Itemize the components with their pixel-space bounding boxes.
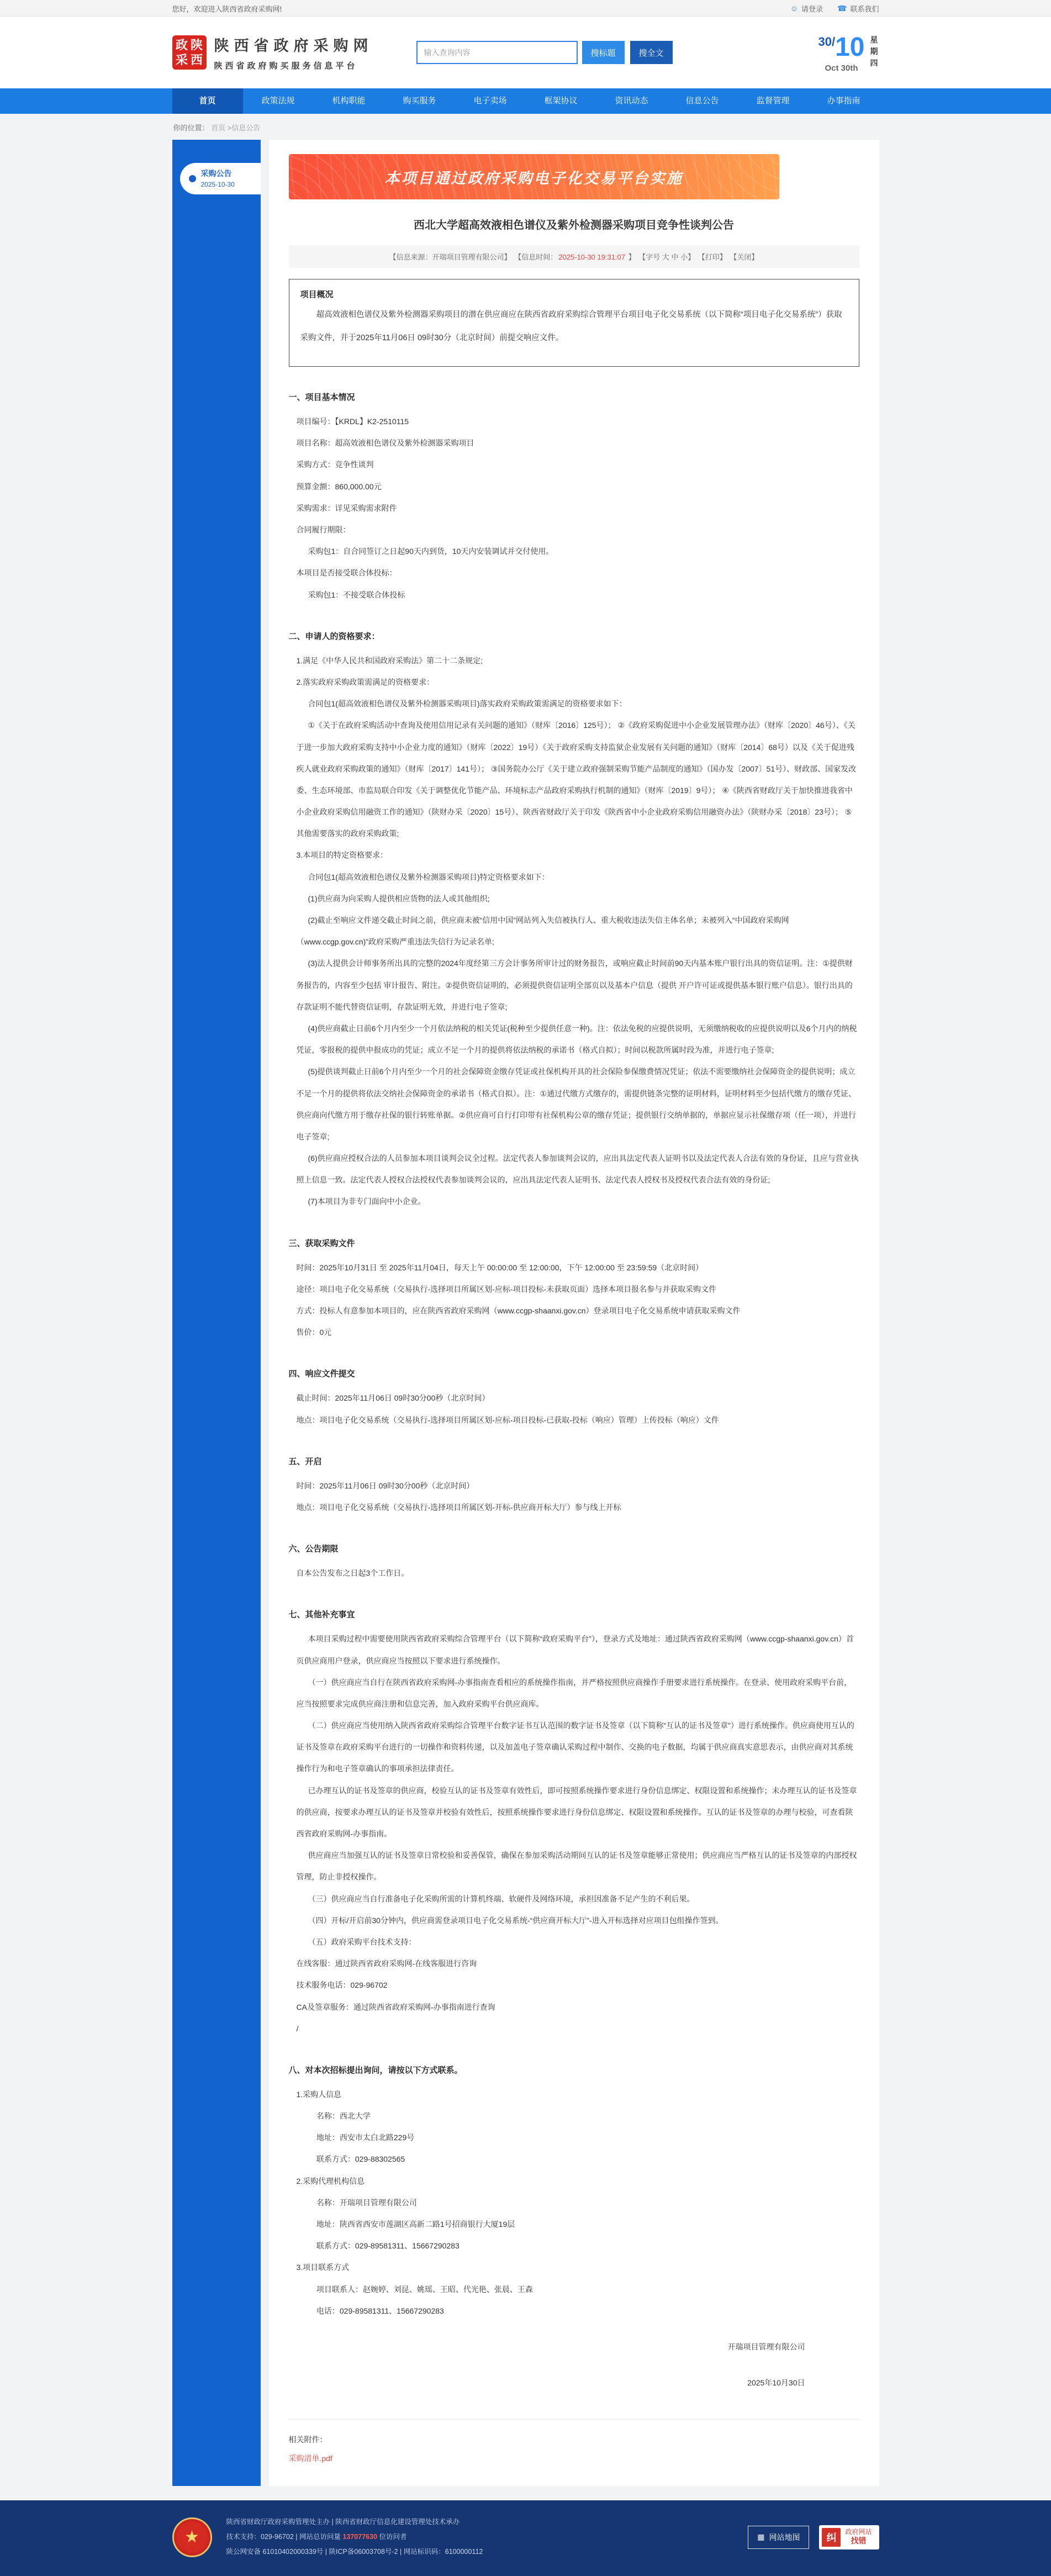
- paragraph: ①《关于在政府采购活动中查询及使用信用记录有关问题的通知》（财库〔2016〕125号）； ②《政府采购促进中小企业发展管理办法》（财库〔2020〕46号）、《关于进一步加大政府采购支持中小企业力度的通知》（财库〔2022〕19号）《关于政府采购支持监狱企业发展有关问题的通知》（财库〔2014〕68号）以及《关于促进残疾人就业政府采购政策的通知》（财库〔2017〕141号）； ③国务院办公厅《关于建立政府强制采购节能产品制度的通知》（国办发〔2007〕51号）、财政部、国家发改委、生态环境部、市监局联合印发《关于调整优化节能产品、环境标志产品政府采购执行机制的通知》（财库〔2019〕9号）； ④《陕西省财政厅关于加快推进我省中小企业政府采购信用融资工作的通知》（陕财办采〔2020〕15号）、陕西省财政厅关于印发《陕西省中小企业政府采购信用融资办法》（陕财办采〔2018〕23号）； ⑤其他需要落实的政府采购政策;: [296, 721, 857, 838]
- paragraph: 地址：西安市太白北路229号: [316, 2133, 415, 2142]
- section-heading: 四、响应文件提交: [288, 1369, 355, 1379]
- paragraph: 联系方式：029-88302565: [316, 2155, 405, 2164]
- signature-block: [289, 2336, 859, 2394]
- search-input[interactable]: [416, 41, 578, 64]
- site-title: 陕西省政府采购网: [214, 38, 373, 54]
- error-report-badge[interactable]: [819, 2525, 879, 2549]
- paragraph: 3.项目联系方式: [296, 2263, 350, 2272]
- attachments-label: 相关附件：: [288, 2435, 328, 2445]
- paragraph: /: [296, 2024, 299, 2033]
- paragraph: 名称：西北大学: [316, 2112, 371, 2121]
- paragraph: 方式：投标人有意参加本项目的，应在陕西省政府采购网（www.ccgp-shaanxi.gov.cn）登录项目电子化交易系统申请获取采购文件: [296, 1306, 741, 1316]
- date-weekday: 星期四: [870, 35, 878, 67]
- date-slash: /: [831, 35, 836, 49]
- page-title: 西北大学超高效液相色谱仪及紫外检测器采购项目竞争性谈判公告: [414, 219, 734, 231]
- paragraph: 地点：项目电子化交易系统（交易执行-选择项目所属区划-应标-项目投标-已获取-投标（响应）管理）上传投标（响应）文件: [296, 1415, 719, 1424]
- paragraph: 1.满足《中华人民共和国政府采购法》第二十二条规定;: [296, 656, 483, 665]
- user-icon: ☺: [790, 4, 799, 13]
- bullet-dot-icon: [189, 175, 196, 182]
- paragraph: 1.采购人信息: [296, 2089, 342, 2099]
- paragraph: 预算金额：860,000.00元: [296, 482, 382, 491]
- category-tag-purchase-notice: [180, 163, 261, 194]
- category-tag-date: 2025-10-30: [200, 181, 235, 188]
- paragraph: 时间：2025年11月06日 09时30分00秒（北京时间）: [296, 1481, 474, 1490]
- footer-support-prefix: 技术支持：029-96702 | 网站总访问量: [226, 2533, 343, 2541]
- site-subtitle: 陕西省政府购买服务信息平台: [214, 61, 358, 71]
- login-link[interactable]: [790, 3, 823, 14]
- paragraph: 合同包1(超高效液相色谱仪及紫外检测器采购项目)特定资格要求如下：: [308, 872, 550, 881]
- close-button[interactable]: 【关闭】: [730, 253, 759, 261]
- search-fulltext-button[interactable]: 搜全文: [630, 41, 673, 64]
- paragraph: 3.本项目的特定资格要求：: [296, 851, 388, 860]
- paragraph: 技术服务电话：029-96702: [296, 1981, 388, 1990]
- paragraph: 名称：开瑞项目管理有限公司: [316, 2198, 417, 2207]
- nav-item-7[interactable]: 资讯动态: [615, 96, 648, 105]
- government-emblem-icon: ★: [172, 2517, 212, 2557]
- logo-char: 西: [190, 52, 203, 67]
- nav-item-2[interactable]: 政策法规: [261, 96, 295, 105]
- nav-item-5[interactable]: 电子卖场: [473, 96, 507, 105]
- article-body: [289, 391, 859, 2322]
- category-sidebar: [172, 140, 261, 2486]
- signature-line: 2025年10月30日: [747, 2378, 805, 2388]
- attachments-section: [289, 2419, 859, 2464]
- error-report-icon: 纠: [822, 2528, 841, 2547]
- platform-banner: [289, 154, 779, 199]
- logo-char: 陕: [190, 38, 203, 52]
- nav-item-8[interactable]: 信息公告: [685, 96, 719, 105]
- paragraph: 合同包1(超高效液相色谱仪及紫外检测器采购项目)落实政府采购政策需满足的资格要求如下：: [308, 699, 627, 709]
- section-heading: 七、其他补充事宜: [288, 1610, 355, 1620]
- paragraph: （一）供应商应当自行在陕西省政府采购网-办事指南查看相应的系统操作指南，并严格按照供应商操作手册要求进行系统操作。在登录、使用政府采购平台前，应当按照要求完成供应商注册和信息完善，加入政府采购平台供应商库。: [296, 1677, 852, 1708]
- paragraph: 2.采购代理机构信息: [296, 2176, 365, 2186]
- paragraph: （三）供应商应当自行准备电子化采购所需的计算机终端、软硬件及网络环境，承担因准备不足产生的不利后果。: [308, 1894, 695, 1903]
- paragraph: (7)本项目为非专门面向中小企业。: [308, 1197, 426, 1206]
- paragraph: 项目名称：超高效液相色谱仪及紫外检测器采购项目: [296, 439, 474, 448]
- paragraph: 截止时间：2025年11月06日 09时30分00秒（北京时间）: [296, 1393, 490, 1403]
- site-footer: [0, 2500, 1051, 2576]
- project-overview-box: [289, 279, 859, 367]
- section-heading: 三、获取采购文件: [288, 1238, 355, 1248]
- paragraph: 途径：项目电子化交易系统（交易执行-选择项目所属区划-应标-项目投标-未获取页面）选择本项目报名参与并获取采购文件: [296, 1284, 717, 1294]
- meta-source: 【信息来源：开瑞项目管理有限公司】: [389, 253, 511, 261]
- paragraph: 合同履行期限：: [296, 525, 351, 535]
- category-tag-title: 采购公告: [200, 169, 232, 178]
- grid-icon: ▦: [757, 2532, 765, 2542]
- section-heading: 五、开启: [288, 1456, 322, 1466]
- visitor-count: 137077630: [342, 2533, 378, 2541]
- section-heading: 二、申请人的资格要求：: [288, 631, 380, 641]
- paragraph: 项目联系人：赵婉婷、刘昆、姚瑶、王昭、代光艳、张晨、王森: [316, 2284, 533, 2294]
- sitemap-label: 网站地图: [769, 2532, 800, 2542]
- nav-item-10[interactable]: 办事指南: [827, 96, 860, 105]
- paragraph: 联系方式：029-89581311、15667290283: [316, 2241, 460, 2251]
- date-day: 30: [818, 35, 832, 49]
- nav-item-9[interactable]: 监督管理: [756, 96, 790, 105]
- welcome-text: 您好，欢迎进入陕西省政府采购网!: [172, 4, 282, 13]
- sitemap-button[interactable]: [748, 2526, 809, 2549]
- attachment-link[interactable]: 采购清单.pdf: [288, 2454, 332, 2463]
- paragraph: 本项目采购过程中需要使用陕西省政府采购综合管理平台（以下简称“政府采购平台”），登录方式及地址：通过陕西省政府采购网（www.ccgp-shaanxi.gov.cn）首页供应商用户登录，供应商应当按照以下要求进行系统操作。: [296, 1634, 854, 1665]
- print-button[interactable]: 【打印】: [698, 253, 727, 261]
- date-english: Oct 30th: [825, 64, 858, 73]
- site-header: [0, 17, 1051, 88]
- paragraph: 采购方式：竞争性谈判: [296, 460, 374, 469]
- paragraph: 采购包1：不接受联合体投标: [308, 590, 405, 599]
- paragraph: 地址：陕西省西安市莲湖区高新二路1号招商银行大厦19层: [316, 2220, 515, 2229]
- paragraph: 时间：2025年10月31日 至 2025年11月04日，每天上午 00:00:00 至 12:00:00，下午 12:00:00 至 23:59:59（北京时间）: [296, 1263, 704, 1272]
- breadcrumb-sep: >: [225, 124, 232, 132]
- nav-item-3[interactable]: 机构职能: [332, 96, 366, 105]
- section-heading: 六、公告期限: [288, 1544, 339, 1554]
- footer-line-icp: 陕公网安备 61010402000339号 | 陕ICP备06003708号-2 | 网站标识码：6100000112: [226, 2548, 483, 2556]
- paragraph: 地点：项目电子化交易系统（交易执行-选择项目所属区划-开标-供应商开标大厅）参与线上开标: [296, 1502, 621, 1512]
- meta-time-prefix: 【信息时间：: [514, 253, 558, 261]
- top-bar: [0, 0, 1051, 17]
- footer-line-support: [226, 2530, 483, 2545]
- paragraph: （四）开标/开启前30分钟内，供应商需登录项目电子化交易系统-“供应商开标大厅”-进入开标选择对应项目包组操作签到。: [308, 1915, 723, 1925]
- paragraph: (6)供应商应授权合法的人员参加本项目谈判会议全过程。法定代表人参加谈判会议的，应出具法定代表人证明书以及法定代表人合法有效的身份证，且应与营业执照上信息一致。法定代表人授权合法授权代表参加谈判会议的，应出具法定代表人证明书、法定代表人授权书及授权代表合法有效的身份证;: [296, 1154, 859, 1185]
- nav-item-4[interactable]: 购买服务: [403, 96, 436, 105]
- paragraph: （五）政府采购平台技术支持：: [308, 1937, 416, 1946]
- paragraph: 自本公告发布之日起3个工作日。: [296, 1569, 409, 1578]
- paragraph: 供应商应当加强互认的证书及签章日常校验和妥善保管，确保在参加采购活动期间互认的证书及签章能够正常使用；供应商应当严格互认的证书及签章的内部授权管理，防止非授权操作。: [296, 1851, 857, 1882]
- meta-time-value: 2025-10-30 19:31:07: [558, 253, 625, 261]
- section-heading: 八、对本次招标提出询问，请按以下方式联系。: [288, 2065, 463, 2075]
- search-title-button[interactable]: 搜标题: [582, 41, 625, 64]
- paragraph: 项目编号：【KRDL】K2-2510115: [296, 417, 409, 426]
- breadcrumb: [172, 114, 879, 140]
- paragraph: (5)提供谈判截止日前6个月内至少一个月的社会保障资金缴存凭证或社保机构开具的社会保险参保缴费情况凭证；依法不需要缴纳社会保障资金的提供说明；成立不足一个月的提供将依法交纳社会保障资金的承诺书（格式自拟）。注：①通过代缴方式缴存的，需提供链条完整的证明材料，证明材料至少包括代缴方的缴存凭证、供应商向代缴方用于缴存社保的银行转账单据。②供应商可自行打印带有社保机构公章的缴存凭证；提供银行交纳单据的，单据应显示社保缴存项（任一项），并进行电子签章;: [296, 1067, 857, 1141]
- error-report-line2: 找错: [851, 2536, 867, 2546]
- breadcrumb-home[interactable]: 首页: [211, 124, 226, 132]
- font-size-controls[interactable]: 【字号 大 中 小】: [638, 253, 695, 261]
- main-nav: [0, 88, 1051, 114]
- nav-item-1[interactable]: 首页: [172, 88, 243, 114]
- footer-support-suffix: 位访问者: [377, 2533, 407, 2541]
- site-logo: [172, 35, 207, 70]
- footer-line-organizer: 陕西省财政厅政府采购管理处主办 | 陕西省财政厅信息化建设管理处技术承办: [226, 2518, 460, 2526]
- meta-time-suffix: 】: [626, 253, 636, 261]
- article-card: [269, 140, 879, 2486]
- section-heading: 一、项目基本情况: [288, 393, 355, 403]
- signature-line: 开瑞项目管理有限公司: [727, 2342, 805, 2351]
- login-label: 请登录: [801, 4, 823, 13]
- paragraph: (3)法人提供会计师事务所出具的完整的2024年度经第三方会计事务所审计过的财务报告，或响应截止时间前90天内基本账户银行出具的资信证明。注：①提供财务报告的，内容至少包括 审计报告、附注。②提供资信证明的，必须提供资信证明全部页以及基本户信息（提供 开户许可证或提供基本银行账户信息）。银行出具的存款证明不能代替资信证明，存款证明无效，并进行电子签章;: [296, 959, 853, 1011]
- paragraph: 电话：029-89581311、15667290283: [316, 2306, 444, 2315]
- paragraph: 售价：0元: [296, 1328, 332, 1337]
- overview-heading: 项目概况: [300, 290, 334, 299]
- paragraph: 2.落实政府采购政策需满足的资格要求：: [296, 677, 435, 687]
- overview-text: 超高效液相色谱仪及紫外检测器采购项目的潜在供应商应在陕西省政府采购综合管理平台项目电子化交易系统（以下简称“项目电子化交易系统”）获取采购文件，并于2025年11月06日 09时30分（北京时间）前提交响应文件。: [300, 310, 842, 343]
- paragraph: 采购需求：详见采购需求附件: [296, 503, 397, 513]
- logo-char: 政: [175, 38, 188, 52]
- paragraph: (2)截止至响应文件递交截止时间之前，供应商未被“信用中国”网站列入失信被执行人、重大税收违法失信主体名单；未被列入“中国政府采购网（www.ccgp.gov.cn)”政府采购严重违法失信行为记录名单;: [296, 916, 789, 947]
- logo-char: 采: [175, 52, 188, 67]
- paragraph: 本项目是否接受联合体投标：: [296, 568, 397, 578]
- paragraph: (4)供应商截止日前6个月内至少一个月依法纳税的相关凭证(税种至少提供任意一种)。注：依法免税的应提供说明，无须缴纳税收的应提供说明以及6个月内的纳税凭证，零报税的提供申报成功的凭证；成立不足一个月的提供将依法纳税的承诺书（格式自拟）；时间以税款所属时段为准，并进行电子签章;: [296, 1023, 857, 1055]
- error-report-line1: 政府网站: [845, 2528, 872, 2536]
- date-widget: [818, 32, 879, 73]
- paragraph: (1)供应商为向采购人提供相应货物的法人或其他组织;: [308, 894, 490, 903]
- paragraph: 在线客服：通过陕西省政府采购网-在线客服进行咨询: [296, 1959, 477, 1968]
- phone-icon: ☎: [837, 3, 847, 13]
- date-month: 10: [835, 33, 865, 62]
- paragraph: CA及签章服务：通过陕西省政府采购网-办事指南进行查询: [296, 2002, 495, 2012]
- nav-item-6[interactable]: 框架协议: [544, 96, 578, 105]
- breadcrumb-current[interactable]: 信息公告: [231, 124, 261, 132]
- breadcrumb-prefix: 你的位置：: [173, 124, 209, 132]
- contact-link[interactable]: [837, 3, 879, 14]
- platform-banner-text: 本项目通过政府采购电子化交易平台实施: [384, 170, 683, 187]
- contact-label: 联系我们: [850, 4, 879, 13]
- article-meta-bar: [289, 245, 859, 268]
- paragraph: 已办理互认的证书及签章的供应商，校验互认的证书及签章有效性后，即可按照系统操作要求进行身份信息绑定、权限设置和系统操作；未办理互认的证书及签章的供应商，按要求办理互认的证书及签章并校验有效性后，按照系统操作要求进行身份信息绑定、权限设置和系统操作。互认的证书及签章的办理与校验，可查看陕西省政府采购网-办事指南。: [296, 1786, 857, 1839]
- paragraph: （二）供应商应当使用纳入陕西省政府采购综合管理平台数字证书互认范围的数字证书及签章（以下简称“互认的证书及签章”）进行系统操作。供应商使用互认的证书及签章在政府采购平台进行的一切操作和资料传递，以及加盖电子签章确认采购过程中制作、交换的电子数据，均属于供应商真实意思表示，由供应商对其系统操作行为和电子签章确认的事项承担法律责任。: [296, 1721, 854, 1773]
- paragraph: 采购包1：自合同签订之日起90天内到货，10天内安装调试并交付使用。: [308, 547, 554, 556]
